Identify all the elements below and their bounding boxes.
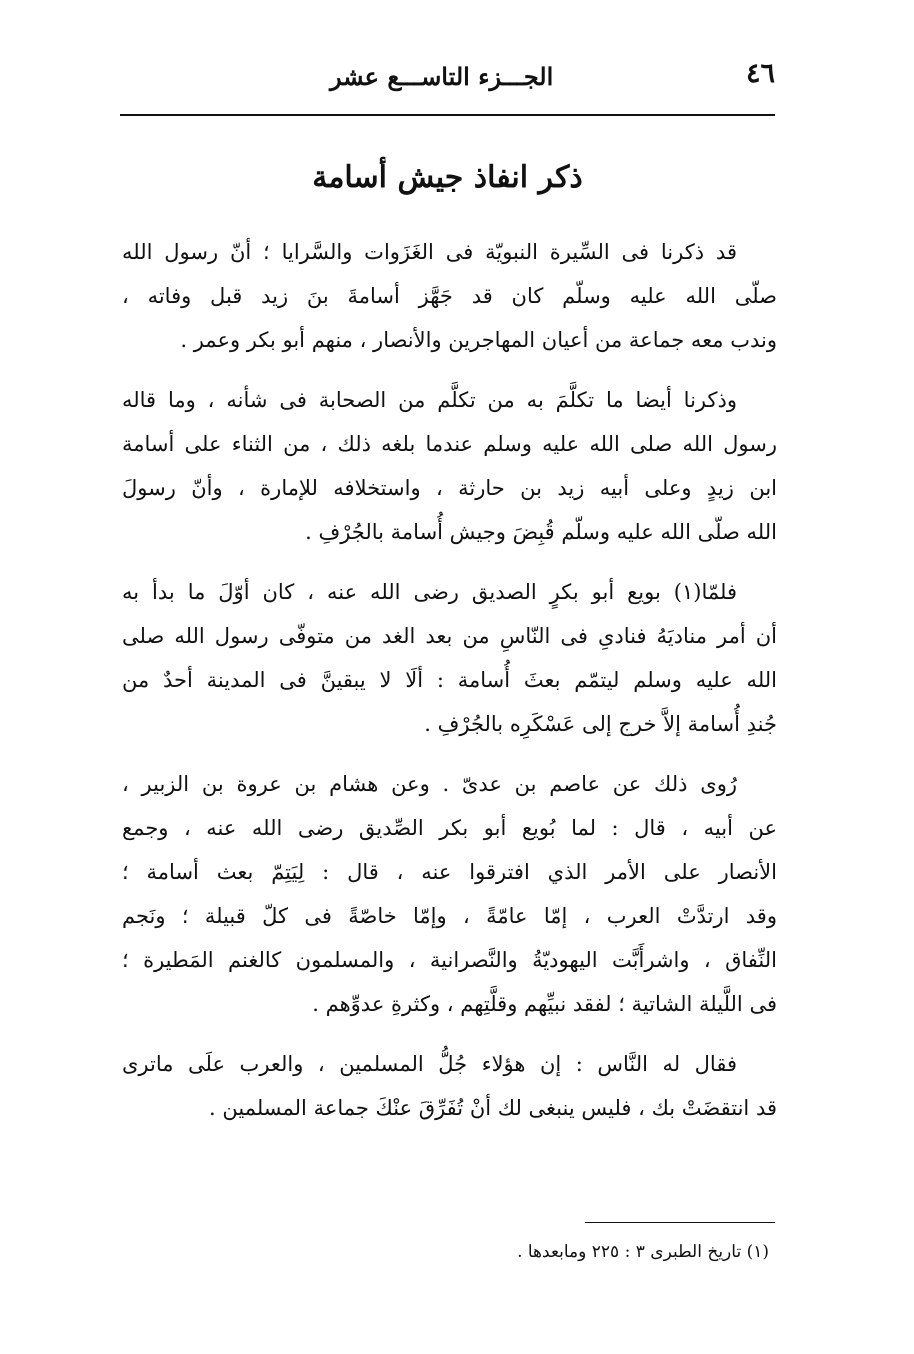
text-line: ابن زيدٍ وعلى أبيه زيد بن حارثة ، واستخلافه للإمارة ، وأنّ رسولَ <box>122 476 777 500</box>
paragraph <box>122 1042 777 1130</box>
running-title: الجـــزء التاســـع عشر <box>330 62 554 91</box>
text-line: الله عليه وسلم ليتمّم بعثَ أُسامة : ألَا لا يبقينَّ فى المدينة أحدٌ من <box>122 668 777 692</box>
text-line: الله صلّى الله عليه وسلّم قُبِضَ وجيش أُسامة بالجُرْفِ . <box>305 520 777 544</box>
text-line: قد ذكرنا فى السِّيرة النبويّة فى الغَزَوات والسَّرايا ؛ أنّ رسول الله <box>122 240 737 264</box>
text-line: فلمّا(١) بويع أبو بكرٍ الصديق رضى الله عنه ، كان أوّلَ ما بدأ به <box>122 580 737 604</box>
footnote-divider <box>585 1222 775 1223</box>
page-number: ٤٦ <box>745 58 775 89</box>
text-line: النِّفاق ، واشرأَبَّت اليهوديّةُ والنَّصرانية ، والمسلمون كالغنم المَطيرة ؛ <box>122 948 777 972</box>
paragraph <box>122 570 777 746</box>
text-line: أن أمر مناديَهُ فنادىِ فى النّاسِ من بعد الغد من متوفّى رسول الله صلى <box>122 624 777 648</box>
paragraph <box>122 378 777 554</box>
body-text <box>122 230 777 1130</box>
text-line: فى اللَّيلة الشاتية ؛ لفقد نبيِّهم وقلَّتِهم ، وكثرةِ عدوِّهم . <box>312 992 777 1016</box>
paragraph <box>122 230 777 362</box>
text-line: رسول الله صلى الله عليه وسلم عندما بلغه ذلك ، من الثناء على أسامة <box>122 432 777 456</box>
text-line: رُوى ذلك عن عاصم بن عدىّ . وعن هشام بن عروة بن الزبير ، <box>122 772 737 796</box>
text-line: صلّى الله عليه وسلّم كان قد جَهَّز أسامةَ بنَ زيد قبل وفاته ، <box>122 284 777 308</box>
paragraph <box>122 762 777 1026</box>
text-line: وذكرنا أيضا ما تكلَّمَ به من تكلَّم من الصحابة فى شأنه ، وما قاله <box>122 388 737 412</box>
chapter-title: ذكر انفاذ جيش أسامة <box>312 160 583 195</box>
text-line: فقال له النَّاس : إن هؤلاء جُلُّ المسلمين ، والعرب علَى ماترى <box>122 1052 737 1076</box>
text-line: قد انتقضَتْ بك ، فليس ينبغى لك أنْ تُفَرِّقَ عنْكَ جماعة المسلمين . <box>209 1096 777 1120</box>
text-line: جُندِ أُسامة إلاَّ خرج إلى عَسْكَرِه بالجُرْفِ . <box>424 712 777 736</box>
text-line: وقد ارتدَّتْ العرب ، إمّا عامّةً ، وإمّا خاصّةً فى كلّ قبيلة ؛ ونَجم <box>122 904 777 928</box>
page-header <box>120 56 775 116</box>
text-line: وندب معه جماعة من أعيان المهاجرين والأنصار ، منهم أبو بكر وعمر . <box>180 328 777 352</box>
text-line: الأنصار على الأمر الذي افترقوا عنه ، قال : لِيَتِمّ بعث أسامة ؛ <box>122 860 777 884</box>
footnote: (١) تاريخ الطبرى ٣ : ٢٢٥ ومابعدها . <box>517 1242 769 1262</box>
text-line: عن أبيه ، قال : لما بُويع أبو بكر الصِّديق رضى الله عنه ، وجمع <box>122 816 777 840</box>
